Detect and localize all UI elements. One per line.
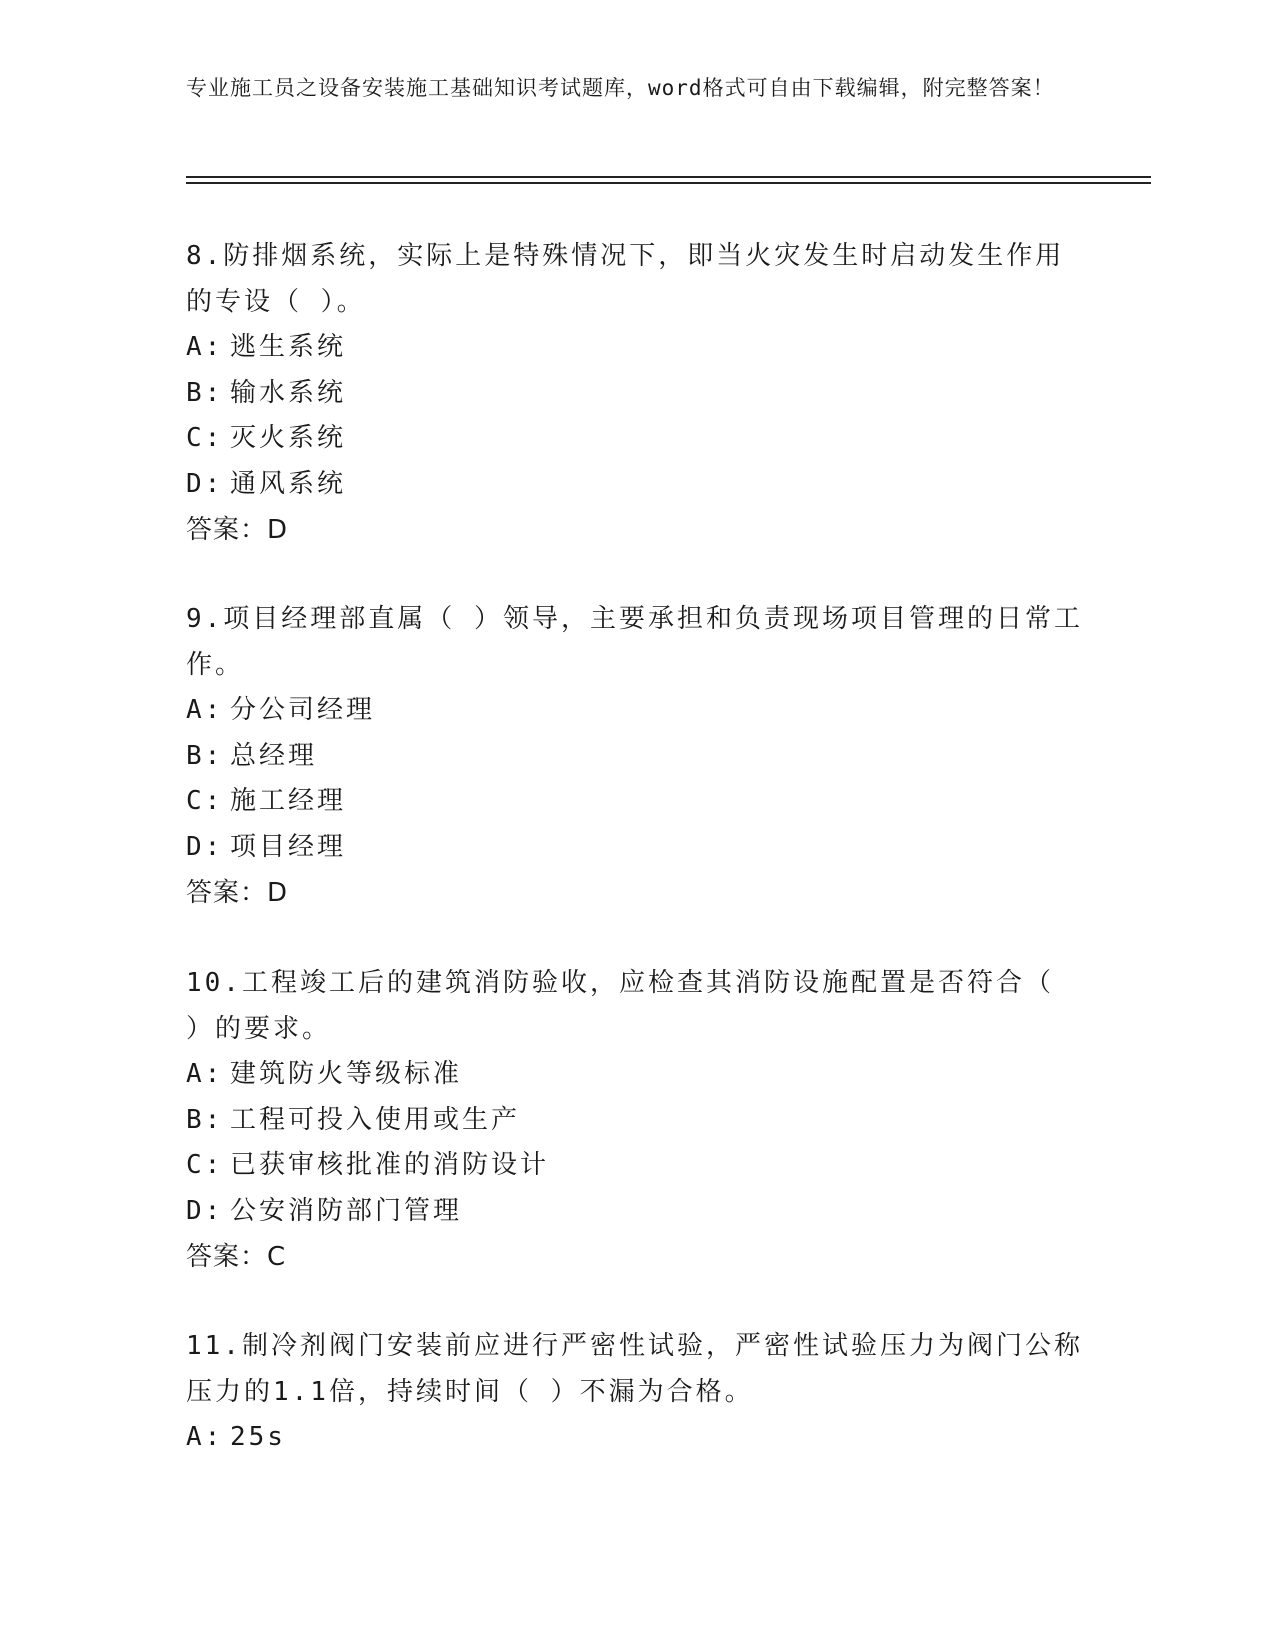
option-key: D: [186, 468, 224, 499]
document-header: 专业施工员之设备安装施工基础知识考试题库，word格式可自由下载编辑，附完整答案！ [186, 76, 1055, 100]
answer-line: 答案：D [186, 515, 289, 545]
option-key: A: [186, 332, 224, 362]
option-key: B: [186, 377, 224, 408]
option-b [186, 1098, 1086, 1144]
option-key: B: [186, 1104, 224, 1135]
option-text: 建筑防火等级标准 [230, 1059, 463, 1089]
option-d [186, 462, 1086, 508]
option-b [186, 371, 1086, 417]
option-a [186, 688, 1086, 734]
question-stem: 10.工程竣工后的建筑消防验收，应检查其消防设施配置是否符合（ ）的要求。 [186, 968, 1054, 1044]
option-text: 灭火系统 [230, 423, 347, 453]
option-key: B: [186, 740, 224, 771]
option-c [186, 779, 1086, 825]
option-text: 输水系统 [230, 377, 347, 408]
option-text: 分公司经理 [230, 695, 376, 725]
option-key: C: [186, 423, 224, 453]
question-stem: 11.制冷剂阀门安装前应进行严密性试验，严密性试验压力为阀门公称压力的1.1倍，持续时间（ ）不漏为合格。 [186, 1331, 1083, 1407]
header-divider-top [186, 176, 1151, 178]
option-key: C: [186, 786, 224, 816]
option-key: A: [186, 1059, 224, 1089]
option-key: D: [186, 1195, 224, 1226]
option-text: 工程可投入使用或生产 [230, 1104, 521, 1135]
header-divider-bottom [186, 182, 1151, 184]
option-a [186, 1052, 1086, 1098]
option-text: 项目经理 [230, 831, 347, 862]
option-d [186, 1189, 1086, 1235]
option-text: 总经理 [230, 740, 318, 771]
option-d [186, 825, 1086, 871]
question-9 [186, 596, 1086, 916]
answer-line: 答案：D [186, 878, 289, 908]
option-text: 已获审核批准的消防设计 [230, 1150, 550, 1180]
option-text: 25s [230, 1422, 286, 1452]
option-c [186, 1143, 1086, 1189]
question-10 [186, 960, 1086, 1280]
option-a [186, 1415, 1086, 1461]
option-text: 公安消防部门管理 [230, 1195, 463, 1226]
option-b [186, 734, 1086, 780]
option-text: 施工经理 [230, 786, 347, 816]
option-c [186, 416, 1086, 462]
option-key: A: [186, 695, 224, 725]
option-text: 通风系统 [230, 468, 347, 499]
question-stem: 9.项目经理部直属（ ）领导，主要承担和负责现场项目管理的日常工作。 [186, 604, 1083, 680]
answer-line: 答案：C [186, 1242, 287, 1272]
option-key: A: [186, 1422, 224, 1452]
question-stem: 8.防排烟系统，实际上是特殊情况下，即当火灾发生时启动发生作用的专设（ ）。 [186, 241, 1065, 317]
option-key: D: [186, 831, 224, 862]
option-text: 逃生系统 [230, 332, 347, 362]
question-8 [186, 233, 1086, 553]
question-11 [186, 1323, 1086, 1461]
option-key: C: [186, 1150, 224, 1180]
option-a [186, 325, 1086, 371]
